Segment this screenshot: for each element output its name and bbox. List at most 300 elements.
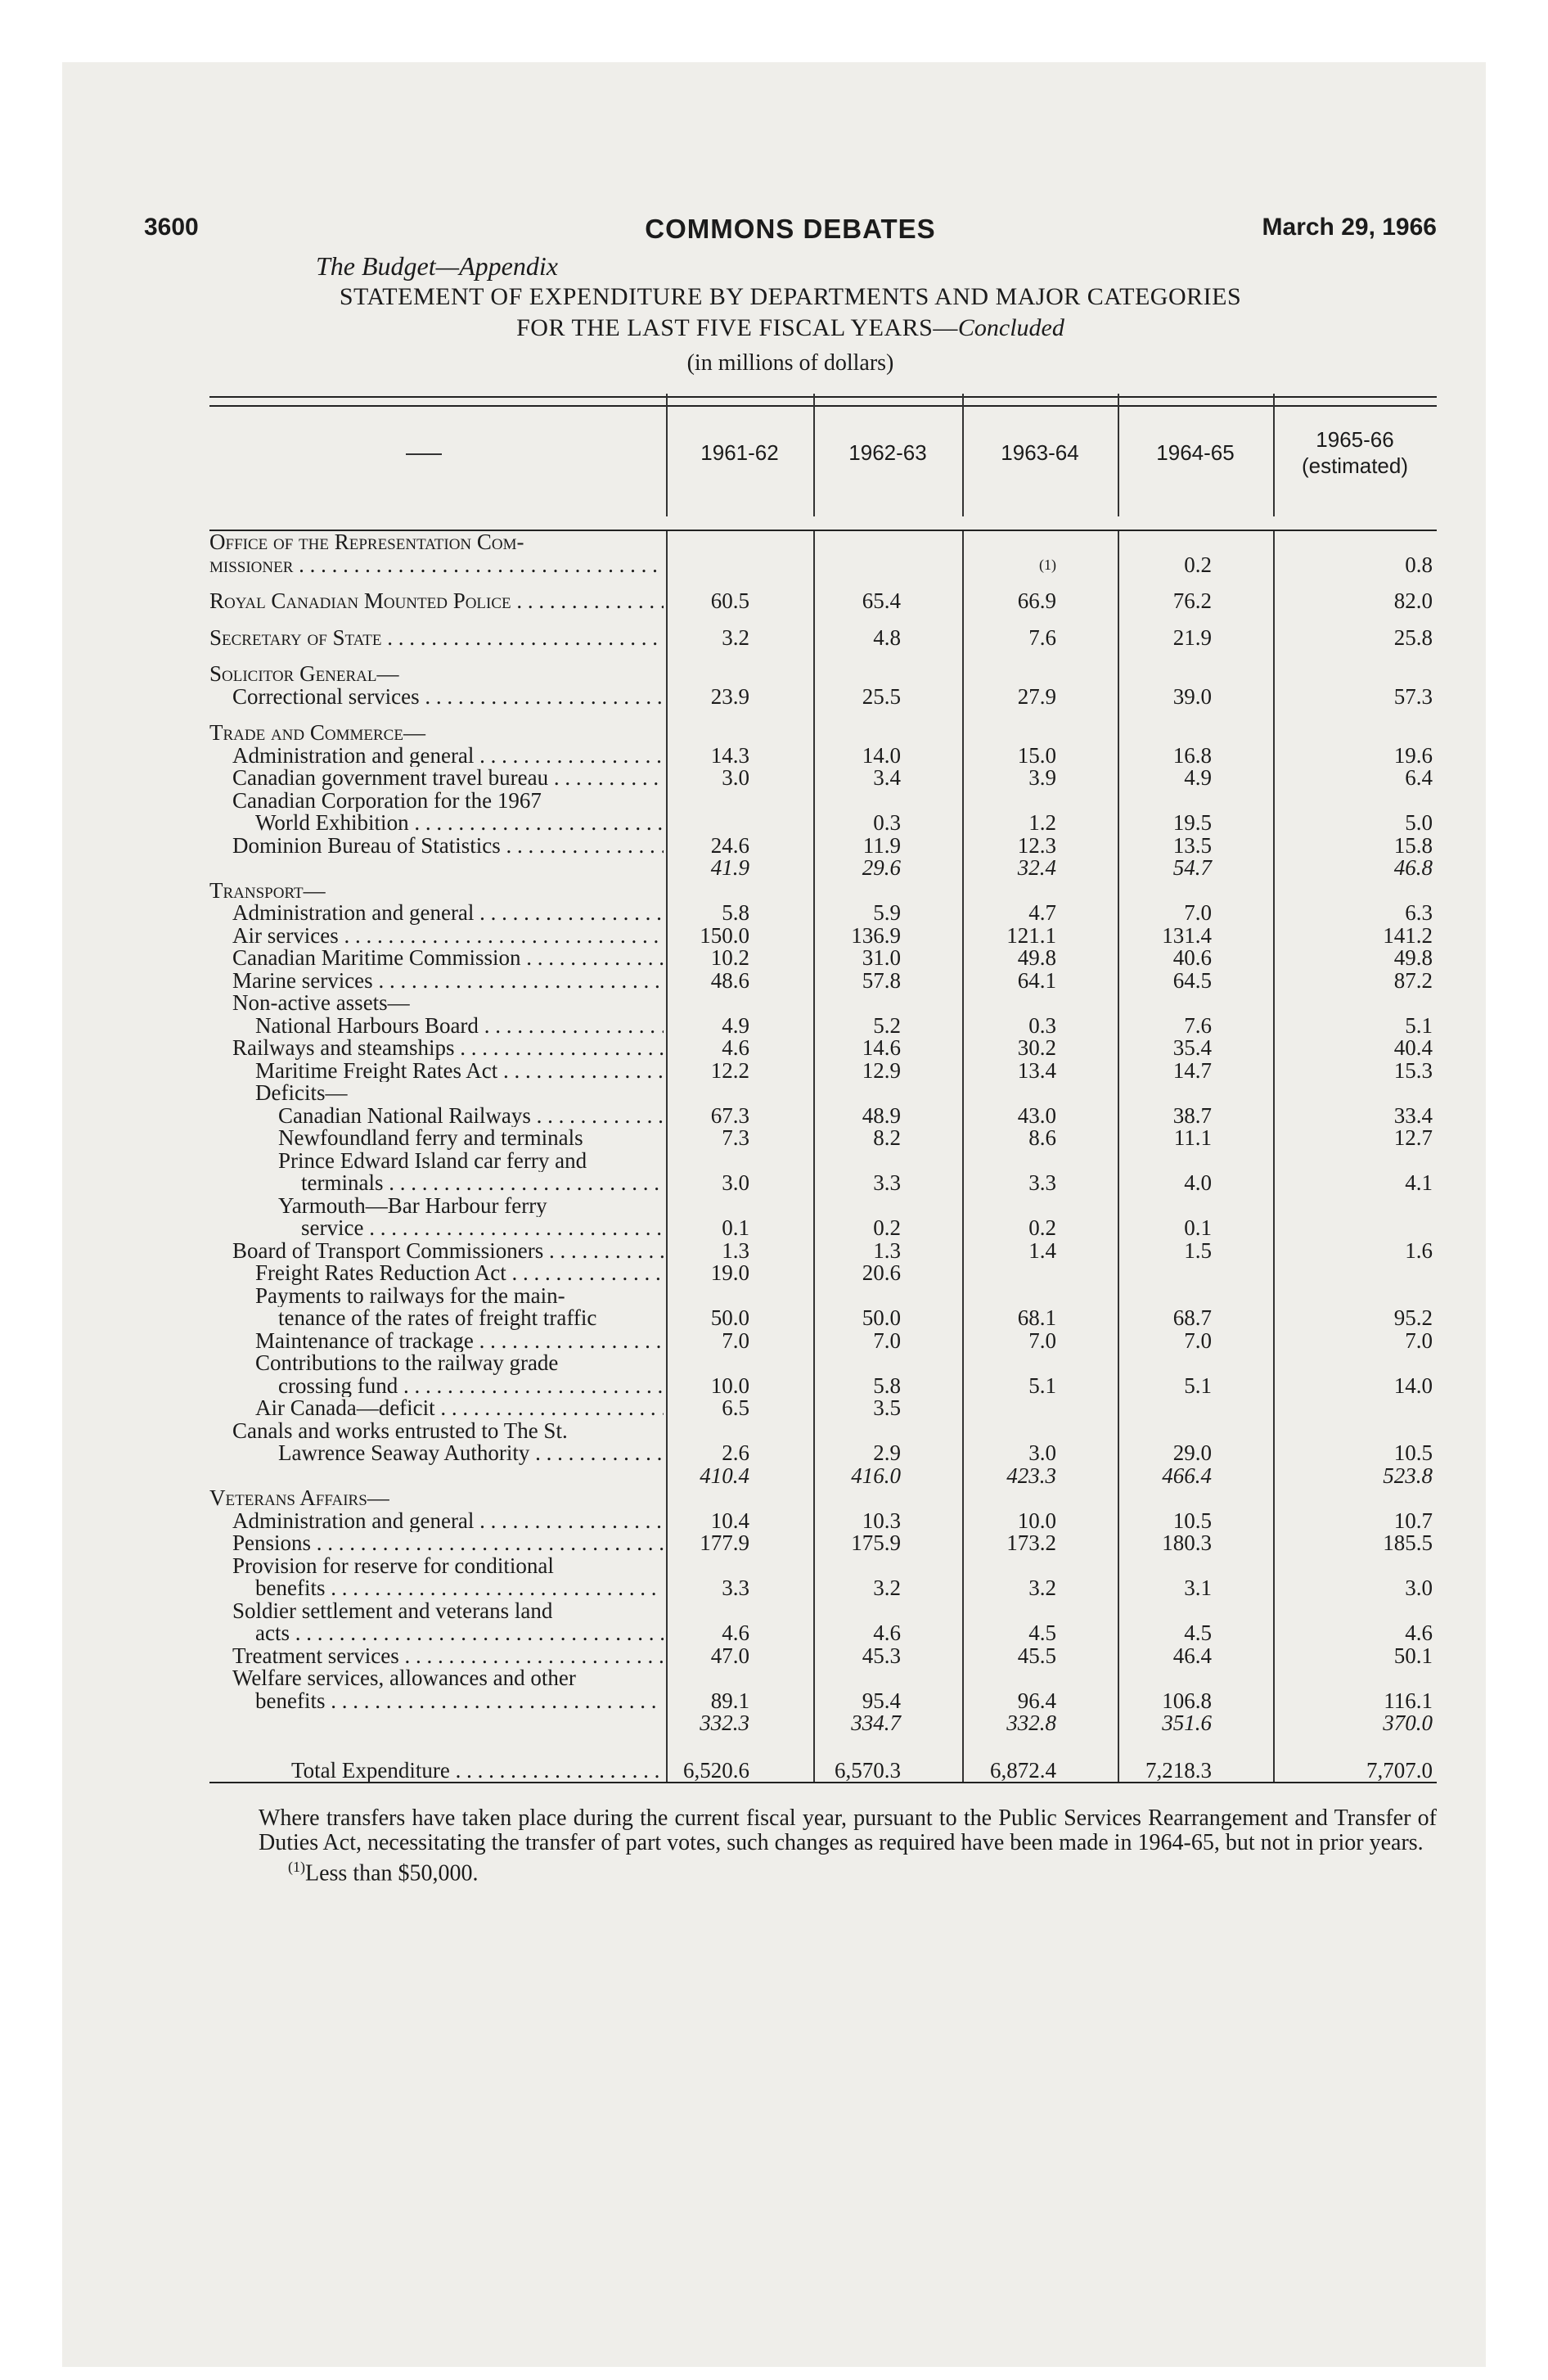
table-row	[209, 1262, 1437, 1285]
row-label: Canadian government travel bureau . . .	[209, 767, 664, 790]
value-cell: 7.0	[1184, 1327, 1212, 1353]
value-cell: 7.0	[873, 1327, 901, 1353]
row-label: Board of Transport Commissioners . . .	[209, 1240, 664, 1263]
subtotal-cell: 54.7	[1172, 855, 1212, 880]
table-row	[209, 1510, 1437, 1533]
title-line2-text: FOR THE LAST FIVE FISCAL YEARS—	[516, 314, 958, 341]
row-label: Freight Rates Reduction Act . . .	[209, 1262, 664, 1285]
row-label: benefits . . .	[209, 1690, 664, 1713]
value-cell: 5.8	[722, 900, 749, 925]
row-label: Correctional services . . .	[209, 686, 664, 709]
value-cell: 2.9	[873, 1440, 901, 1465]
value-cell: 49.8	[1017, 945, 1056, 970]
row-label: Administration and general . . .	[209, 745, 664, 768]
value-cell: 5.1	[1184, 1373, 1212, 1398]
row-label: Office of the Representation Com-	[209, 531, 524, 554]
value-cell: 6,872.4	[990, 1757, 1056, 1783]
value-cell: 60.5	[710, 588, 749, 613]
value-cell: 95.2	[1393, 1305, 1433, 1330]
value-cell: 4.9	[1184, 765, 1212, 790]
subtotal-cell: 351.6	[1162, 1711, 1212, 1735]
value-cell: 7.6	[1184, 1012, 1212, 1038]
row-label: tenance of the rates of freight traffic	[278, 1307, 597, 1330]
issue-date: March 29, 1966	[1262, 214, 1437, 241]
table-row	[209, 1012, 1437, 1038]
value-cell: 46.4	[1172, 1643, 1212, 1668]
row-label: Air services . . .	[209, 925, 664, 948]
value-cell: 4.8	[873, 624, 901, 650]
value-cell: 10.2	[710, 945, 749, 970]
value-cell: 14.6	[862, 1035, 901, 1060]
table-row	[209, 1102, 1437, 1128]
value-cell: 116.1	[1384, 1688, 1433, 1713]
table-row	[209, 1397, 1437, 1420]
table-title-line1: STATEMENT OF EXPENDITURE BY DEPARTMENTS AND MAJOR CATEGORIES	[339, 283, 1242, 310]
row-label: Canadian National Railways . . .	[209, 1105, 664, 1128]
value-cell: 50.1	[1393, 1643, 1433, 1668]
value-cell: 66.9	[1017, 588, 1056, 613]
journal-title: COMMONS DEBATES	[645, 214, 936, 244]
value-cell: 3.2	[873, 1575, 901, 1600]
value-cell: 6,520.6	[683, 1757, 749, 1783]
row-label: Soldier settlement and veterans land	[232, 1599, 553, 1622]
value-cell: 1.4	[1028, 1237, 1056, 1263]
row-label: Yarmouth—Bar Harbour ferry	[278, 1194, 547, 1217]
value-cell: 5.1	[1405, 1012, 1433, 1038]
subtotal-cell: 29.6	[862, 855, 901, 880]
page-sheet	[62, 62, 1486, 2367]
value-cell: 3.5	[873, 1395, 901, 1420]
row-label: Administration and general . . .	[209, 1510, 664, 1533]
footnote-paragraph: Where transfers have taken place during the current fiscal year, pursuant to the Public Services Rearrangement and Transfer of Duties Act, necessitating the transfer of part votes, such changes as required have been made in 1964-65, but not in prior years.	[259, 1805, 1437, 1855]
row-label: Royal Canadian Mounted Police . . .	[209, 590, 664, 613]
table-row	[209, 992, 1437, 1015]
row-label: Provision for reserve for conditional	[232, 1554, 554, 1577]
value-cell: 4.6	[873, 1620, 901, 1645]
row-label: Treatment services . . .	[209, 1645, 664, 1668]
value-cell: 30.2	[1017, 1035, 1056, 1060]
table-row	[209, 1307, 1437, 1330]
value-cell: 2.6	[722, 1440, 749, 1465]
value-cell: 4.7	[1028, 900, 1056, 925]
table-row	[209, 812, 1437, 835]
table-row	[209, 1352, 1437, 1375]
value-cell: 0.8	[1405, 552, 1433, 577]
value-cell: 4.6	[1405, 1620, 1433, 1645]
value-cell: 5.1	[1028, 1373, 1056, 1398]
value-cell: 5.2	[873, 1012, 901, 1038]
value-cell: 38.7	[1172, 1102, 1212, 1128]
value-cell: 7,707.0	[1366, 1757, 1433, 1783]
row-label: Trade and Commerce—	[209, 722, 425, 745]
value-cell: 96.4	[1017, 1688, 1056, 1713]
page-content	[144, 214, 1437, 1886]
table-row	[209, 590, 1437, 613]
value-cell: 8.2	[873, 1125, 901, 1150]
value-cell: 4.5	[1028, 1620, 1056, 1645]
row-label: Veterans Affairs—	[209, 1487, 389, 1510]
row-label: Canals and works entrusted to The St.	[232, 1419, 568, 1442]
table-row	[209, 1690, 1437, 1713]
value-cell: 4.0	[1184, 1170, 1212, 1195]
value-cell: 1.3	[873, 1237, 901, 1263]
value-cell: 3.2	[722, 624, 749, 650]
row-label: Newfoundland ferry and terminals	[278, 1127, 583, 1150]
table-row	[209, 1600, 1437, 1623]
value-cell: 3.1	[1184, 1575, 1212, 1600]
value-cell: 3.9	[1028, 765, 1056, 790]
value-cell: 16.8	[1172, 742, 1212, 768]
row-label: Contributions to the railway grade	[255, 1352, 559, 1375]
table-row	[209, 880, 1437, 903]
subtotal-cell: 332.3	[700, 1711, 749, 1735]
value-cell: 68.7	[1172, 1305, 1212, 1330]
table-row	[209, 1375, 1437, 1398]
value-cell: 7.0	[1028, 1327, 1056, 1353]
value-cell: 50.0	[862, 1305, 901, 1330]
row-label: World Exhibition . . .	[209, 812, 664, 835]
value-cell: 21.9	[1172, 624, 1212, 650]
value-cell: 40.4	[1393, 1035, 1433, 1060]
value-cell: 13.5	[1172, 832, 1212, 858]
value-cell: 0.2	[1184, 552, 1212, 577]
table-row	[209, 1327, 1437, 1353]
value-cell: 4.6	[722, 1620, 749, 1645]
table-row	[209, 1057, 1437, 1083]
column-header-1965-66	[1273, 426, 1437, 479]
value-cell: 27.9	[1017, 683, 1056, 709]
table-row	[209, 1622, 1437, 1645]
value-cell: 1.2	[1028, 810, 1056, 835]
value-cell: 67.3	[710, 1102, 749, 1128]
row-spacer	[209, 613, 1437, 627]
value-cell: 49.8	[1393, 945, 1433, 970]
table-row	[209, 857, 1437, 880]
row-label: Dominion Bureau of Statistics . . .	[209, 835, 664, 858]
page-number: 3600	[144, 214, 199, 241]
value-cell: (1)	[1039, 556, 1056, 573]
value-cell: 0.1	[722, 1215, 749, 1240]
table-row	[209, 722, 1437, 745]
row-label: Solicitor General—	[209, 663, 399, 686]
table-row	[209, 1082, 1437, 1105]
row-spacer	[209, 1735, 1437, 1760]
row-label: Secretary of State . . .	[209, 627, 664, 650]
value-cell: 15.8	[1393, 832, 1433, 858]
table-row	[209, 663, 1437, 686]
value-cell: 15.0	[1017, 742, 1056, 768]
value-cell: 5.0	[1405, 810, 1433, 835]
value-cell: 180.3	[1162, 1530, 1212, 1555]
row-label: Lawrence Seaway Authority . . .	[209, 1442, 664, 1465]
value-cell: 40.6	[1172, 945, 1212, 970]
table-row	[209, 967, 1437, 993]
table-row	[209, 531, 1437, 554]
column-header-estimated: (estimated)	[1301, 453, 1409, 478]
subtotal-cell: 46.8	[1393, 855, 1433, 880]
value-cell: 12.2	[710, 1057, 749, 1083]
value-cell: 10.3	[862, 1508, 901, 1533]
value-cell: 25.5	[862, 683, 901, 709]
row-label: Maintenance of trackage . . .	[209, 1330, 664, 1353]
table-row	[209, 683, 1437, 709]
value-cell: 7.6	[1028, 624, 1056, 650]
value-cell: 11.9	[862, 832, 901, 858]
value-cell: 45.5	[1017, 1643, 1056, 1668]
subtotal-cell: 32.4	[1017, 855, 1056, 880]
value-cell: 1.5	[1184, 1237, 1212, 1263]
value-cell: 95.4	[862, 1688, 901, 1713]
row-label: Canadian Corporation for the 1967	[232, 789, 542, 812]
value-cell: 10.0	[710, 1373, 749, 1398]
value-cell: 6.5	[722, 1395, 749, 1420]
value-cell: 10.5	[1172, 1508, 1212, 1533]
value-cell: 185.5	[1383, 1530, 1433, 1555]
value-cell: 35.4	[1172, 1035, 1212, 1060]
value-cell: 136.9	[851, 922, 901, 948]
value-cell: 3.0	[722, 765, 749, 790]
value-cell: 39.0	[1172, 683, 1212, 709]
value-cell: 64.1	[1017, 967, 1056, 993]
table-row	[209, 1217, 1437, 1240]
value-cell: 6.3	[1405, 900, 1433, 925]
value-cell: 173.2	[1006, 1530, 1056, 1555]
value-cell: 4.9	[722, 1012, 749, 1038]
row-label: Prince Edward Island car ferry and	[278, 1149, 587, 1172]
value-cell: 31.0	[862, 945, 901, 970]
value-cell: 12.7	[1393, 1125, 1433, 1150]
subtotal-cell: 466.4	[1162, 1463, 1212, 1488]
table-row	[209, 1127, 1437, 1150]
value-cell: 8.6	[1028, 1125, 1056, 1150]
table-header	[209, 407, 1437, 530]
table-row	[209, 1667, 1437, 1690]
value-cell: 6,570.3	[835, 1757, 901, 1783]
table-row	[209, 1532, 1437, 1555]
table-row	[209, 1465, 1437, 1488]
value-cell: 3.0	[722, 1170, 749, 1195]
table-row	[209, 1150, 1437, 1173]
row-label: Administration and general . . .	[209, 902, 664, 925]
table-row	[209, 1442, 1437, 1465]
value-cell: 0.2	[873, 1215, 901, 1240]
row-label: Deficits—	[255, 1082, 348, 1105]
row-label: Railways and steamships . . .	[209, 1037, 664, 1060]
subtotal-cell: 523.8	[1383, 1463, 1433, 1488]
value-cell: 121.1	[1006, 922, 1056, 948]
row-label: terminals . . .	[209, 1172, 664, 1195]
value-cell: 10.7	[1393, 1508, 1433, 1533]
table-row	[209, 1577, 1437, 1600]
value-cell: 14.3	[710, 742, 749, 768]
table-row	[209, 1172, 1437, 1195]
value-cell: 5.8	[873, 1373, 901, 1398]
value-cell: 0.1	[1184, 1215, 1212, 1240]
row-label: Total Expenditure . . .	[209, 1760, 664, 1783]
value-cell: 4.1	[1405, 1170, 1433, 1195]
value-cell: 24.6	[710, 832, 749, 858]
value-cell: 10.4	[710, 1508, 749, 1533]
row-label: National Harbours Board . . .	[209, 1015, 664, 1038]
row-label: missioner . . .	[209, 554, 664, 577]
value-cell: 175.9	[851, 1530, 901, 1555]
table-rows	[209, 531, 1437, 1782]
row-label: crossing fund . . .	[209, 1375, 664, 1398]
table-row	[209, 1555, 1437, 1578]
column-header-1963-64: 1963-64	[1001, 440, 1079, 465]
value-cell: 87.2	[1393, 967, 1433, 993]
value-cell: 3.0	[1028, 1440, 1056, 1465]
value-cell: 0.3	[1028, 1012, 1056, 1038]
subtotal-cell: 410.4	[700, 1463, 749, 1488]
value-cell: 0.2	[1028, 1215, 1056, 1240]
value-cell: 57.8	[862, 967, 901, 993]
table-row	[209, 832, 1437, 858]
table-title-line2	[144, 313, 1437, 344]
value-cell: 1.3	[722, 1237, 749, 1263]
value-cell: 33.4	[1393, 1102, 1433, 1128]
row-label: Payments to railways for the main-	[255, 1284, 565, 1307]
table-row	[209, 742, 1437, 768]
title-concluded: Concluded	[957, 314, 1064, 341]
value-cell: 13.4	[1017, 1057, 1056, 1083]
table-row	[209, 790, 1437, 813]
value-cell: 12.9	[862, 1057, 901, 1083]
subtotal-cell: 423.3	[1006, 1463, 1056, 1488]
value-cell: 0.3	[873, 810, 901, 835]
value-cell: 106.8	[1162, 1688, 1212, 1713]
table-row	[209, 767, 1437, 790]
value-cell: 3.0	[1405, 1575, 1433, 1600]
table-row	[209, 947, 1437, 970]
value-cell: 19.6	[1393, 742, 1433, 768]
row-label: service . . .	[209, 1217, 664, 1240]
value-cell: 3.3	[873, 1170, 901, 1195]
value-cell: 23.9	[710, 683, 749, 709]
row-label: Welfare services, allowances and other	[232, 1667, 576, 1690]
footnote-1	[288, 1859, 1437, 1886]
value-cell: 3.4	[873, 765, 901, 790]
value-cell: 68.1	[1017, 1305, 1056, 1330]
value-cell: 48.9	[862, 1102, 901, 1128]
row-spacer	[209, 708, 1437, 722]
value-cell: 50.0	[710, 1305, 749, 1330]
value-cell: 7.3	[722, 1125, 749, 1150]
row-label: acts . . .	[209, 1622, 664, 1645]
value-cell: 14.0	[1393, 1373, 1433, 1398]
footnote-marker: (1)	[288, 1859, 305, 1875]
table-row	[209, 1645, 1437, 1668]
value-cell: 65.4	[862, 588, 901, 613]
row-label: Canadian Maritime Commission . . .	[209, 947, 664, 970]
row-spacer	[209, 576, 1437, 590]
value-cell: 4.6	[722, 1035, 749, 1060]
column-header-1965-66-year: 1965-66	[1316, 427, 1394, 452]
value-cell: 14.0	[862, 742, 901, 768]
value-cell: 7.0	[1184, 900, 1212, 925]
section-title: The Budget—Appendix	[316, 251, 558, 281]
subtotal-cell: 334.7	[851, 1711, 901, 1735]
table-row	[209, 1237, 1437, 1263]
value-cell: 177.9	[700, 1530, 749, 1555]
value-cell: 3.3	[722, 1575, 749, 1600]
value-cell: 7.0	[1405, 1327, 1433, 1353]
value-cell: 10.5	[1393, 1440, 1433, 1465]
top-double-rule	[209, 396, 1437, 407]
value-cell: 45.3	[862, 1643, 901, 1668]
value-cell: 19.5	[1172, 810, 1212, 835]
subtotal-cell: 370.0	[1383, 1711, 1433, 1735]
value-cell: 29.0	[1172, 1440, 1212, 1465]
column-header-1961-62: 1961-62	[700, 440, 779, 465]
row-label: Maritime Freight Rates Act . . .	[209, 1060, 664, 1083]
table-row	[209, 1195, 1437, 1218]
value-cell: 57.3	[1393, 683, 1433, 709]
table-row	[209, 902, 1437, 925]
value-cell: 7,218.3	[1145, 1757, 1212, 1783]
table-row	[209, 1712, 1437, 1735]
running-header	[144, 214, 1437, 246]
stub-dash	[406, 453, 442, 455]
total-row	[209, 1757, 1437, 1783]
value-cell: 6.4	[1405, 765, 1433, 790]
value-cell: 3.3	[1028, 1170, 1056, 1195]
table-row	[209, 1487, 1437, 1510]
value-cell: 7.0	[722, 1327, 749, 1353]
table-row	[209, 1420, 1437, 1443]
value-cell: 19.0	[710, 1260, 749, 1285]
value-cell: 10.0	[1017, 1508, 1056, 1533]
value-cell: 11.1	[1173, 1125, 1212, 1150]
row-spacer	[209, 649, 1437, 663]
subtotal-cell: 41.9	[710, 855, 749, 880]
table-row	[209, 624, 1437, 650]
bottom-rule	[209, 1782, 1437, 1783]
footnote-1-text: Less than $50,000.	[305, 1860, 479, 1886]
subtotal-cell: 332.8	[1006, 1711, 1056, 1735]
table-title	[144, 282, 1437, 344]
value-cell: 5.9	[873, 900, 901, 925]
table-row	[209, 922, 1437, 948]
table-body	[209, 531, 1437, 1782]
row-label: Transport—	[209, 879, 326, 902]
table-row	[209, 1285, 1437, 1308]
value-cell: 1.6	[1405, 1237, 1433, 1263]
row-label: Air Canada—deficit . . .	[209, 1397, 664, 1420]
value-cell: 64.5	[1172, 967, 1212, 993]
value-cell: 12.3	[1017, 832, 1056, 858]
table-subtitle: (in millions of dollars)	[686, 350, 894, 376]
value-cell: 47.0	[710, 1643, 749, 1668]
value-cell: 150.0	[700, 922, 749, 948]
value-cell: 20.6	[862, 1260, 901, 1285]
subtotal-cell: 416.0	[851, 1463, 901, 1488]
value-cell: 25.8	[1393, 624, 1433, 650]
value-cell: 14.7	[1172, 1057, 1212, 1083]
column-header-1962-63: 1962-63	[848, 440, 927, 465]
value-cell: 76.2	[1172, 588, 1212, 613]
value-cell: 141.2	[1383, 922, 1433, 948]
value-cell: 131.4	[1162, 922, 1212, 948]
value-cell: 89.1	[710, 1688, 749, 1713]
row-label: Marine services . . .	[209, 970, 664, 993]
row-label: Non-active assets—	[232, 992, 410, 1015]
value-cell: 15.3	[1393, 1057, 1433, 1083]
value-cell: 48.6	[710, 967, 749, 993]
value-cell: 3.2	[1028, 1575, 1056, 1600]
column-header-1964-65: 1964-65	[1156, 440, 1235, 465]
table-row	[209, 1037, 1437, 1060]
